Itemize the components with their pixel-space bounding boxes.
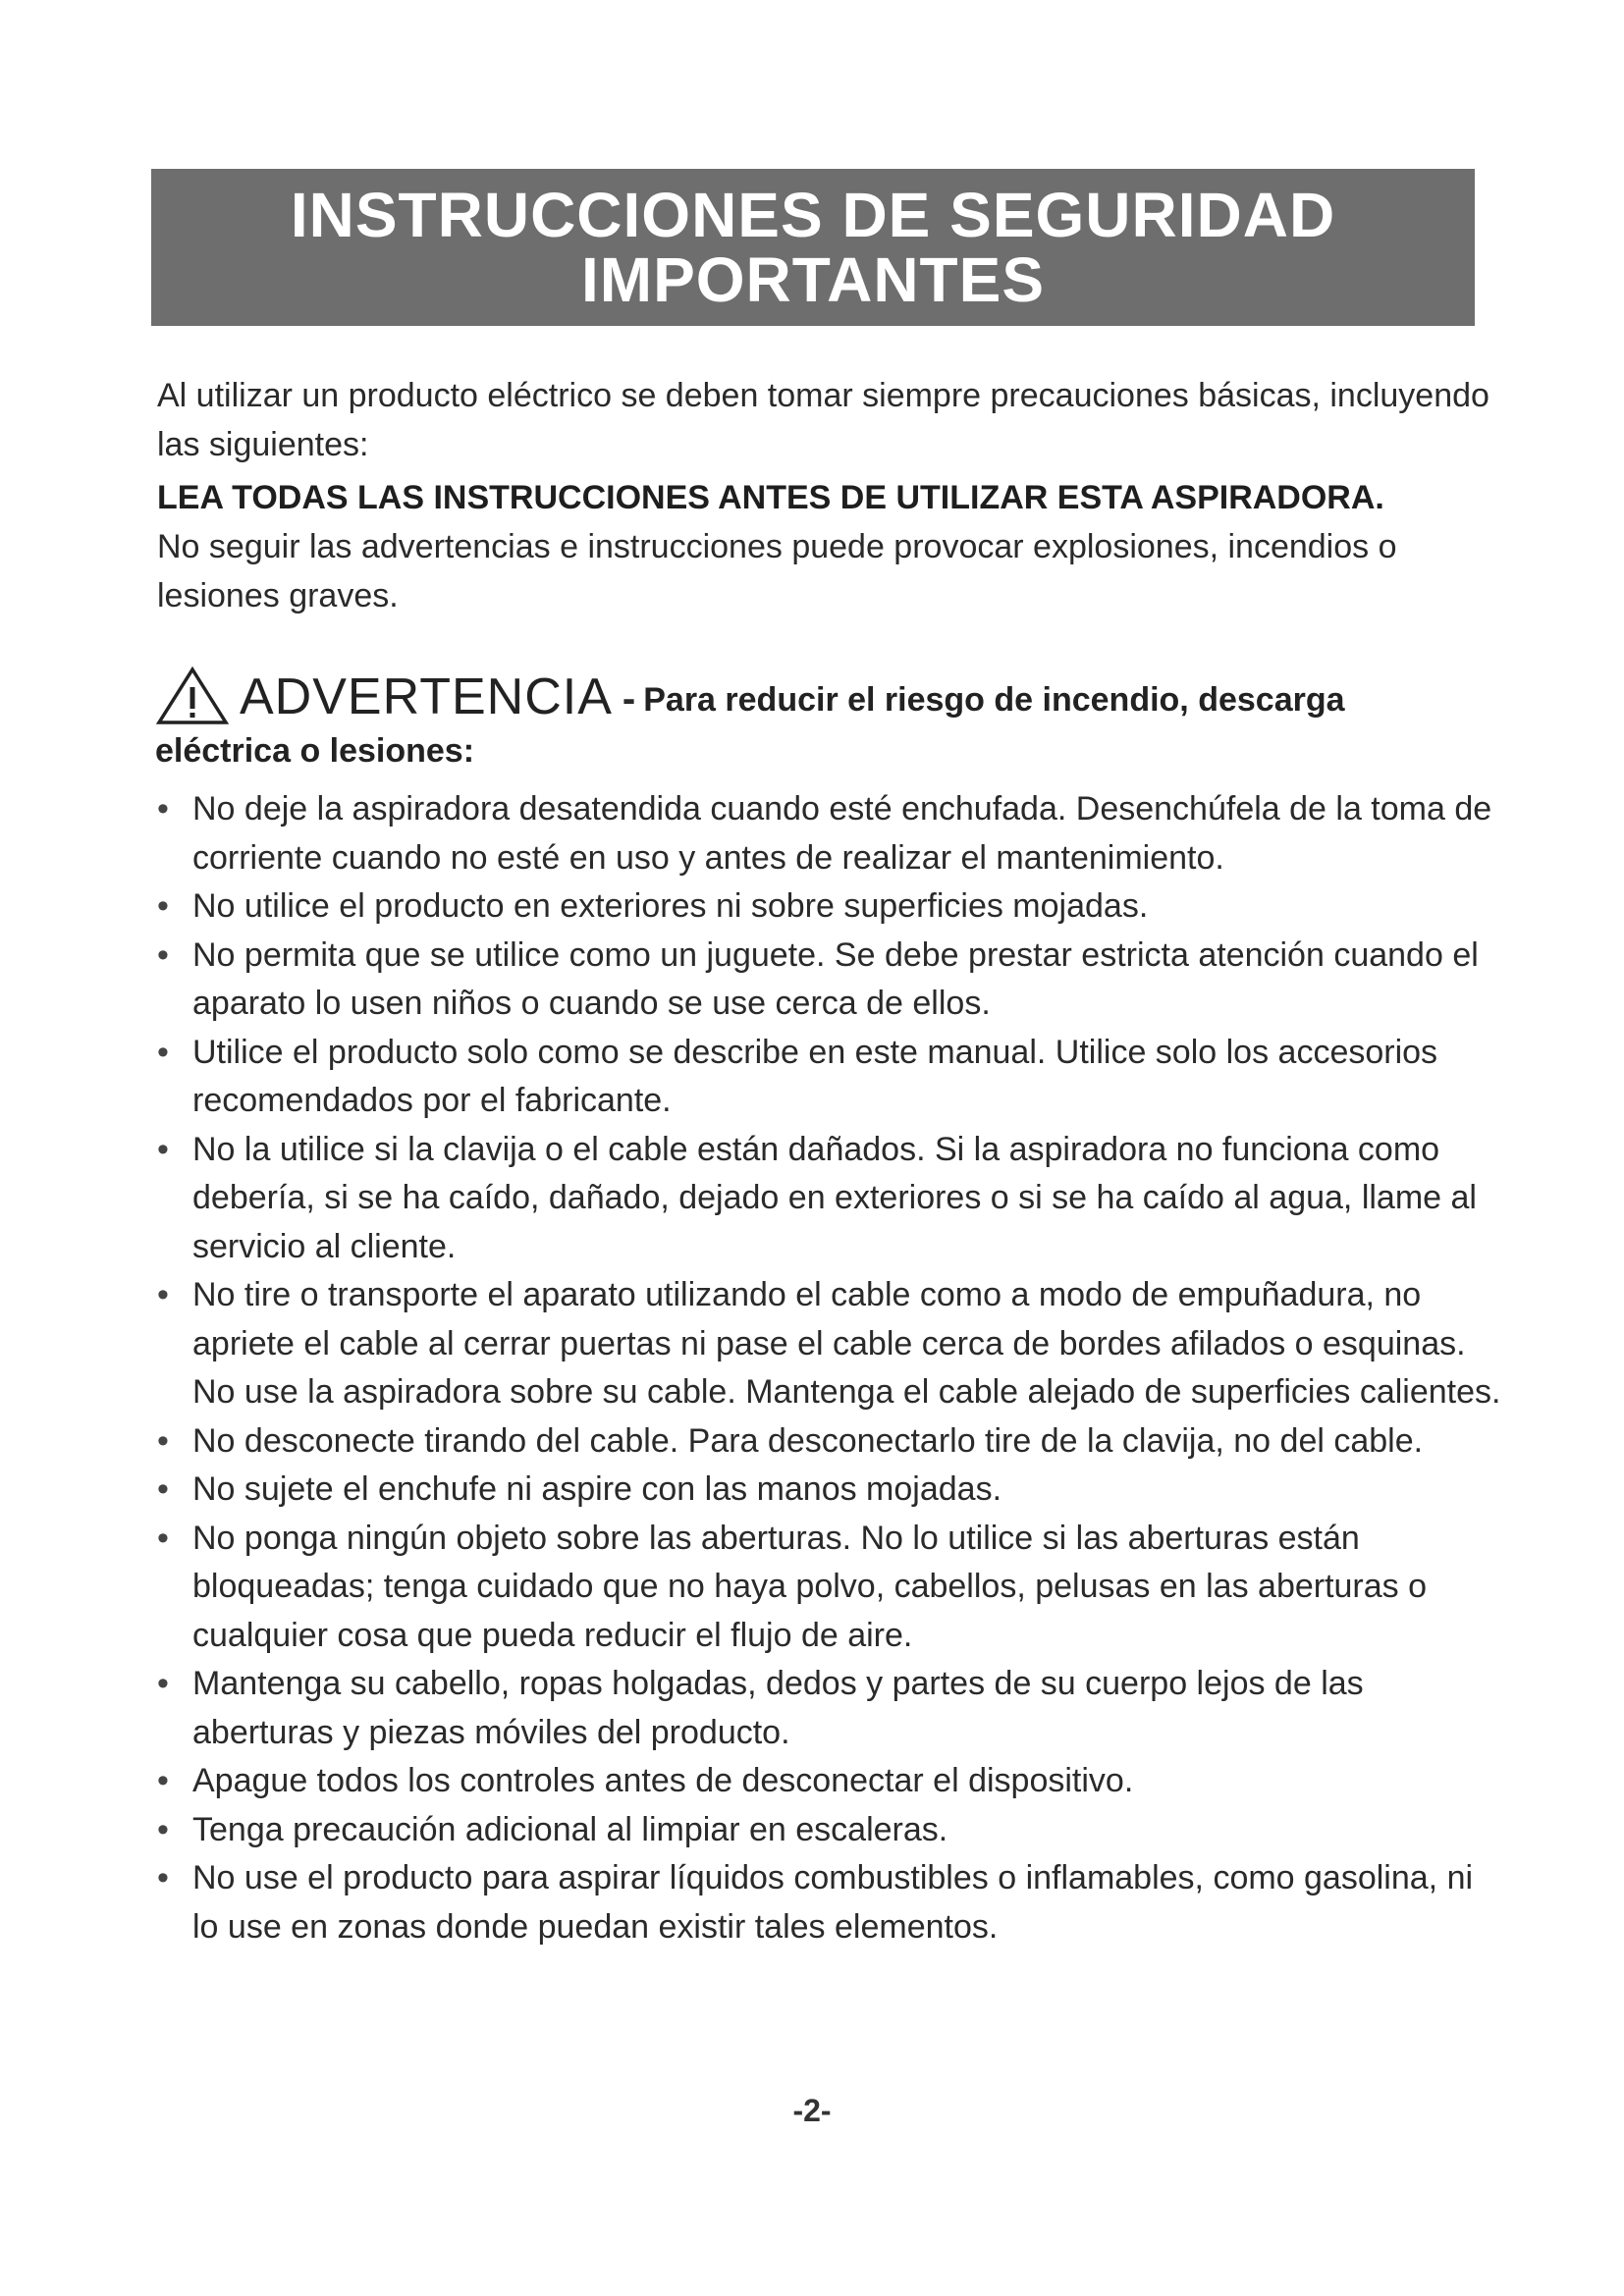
title-line-2: IMPORTANTES — [580, 244, 1046, 315]
warning-section — [155, 660, 1490, 775]
list-item: • No utilice el producto en exteriores ni sobre superficies mojadas. — [157, 882, 1502, 932]
list-item: • No deje la aspiradora desatendida cuando esté enchufada. Desenchúfela de la toma de corriente cuando no esté en uso y antes de realizar el mantenimiento. — [157, 785, 1502, 882]
bold-notice: LEA TODAS LAS INSTRUCCIONES ANTES DE UTILIZAR ESTA ASPIRADORA. — [157, 479, 1384, 516]
list-item: • Utilice el producto solo como se describe en este manual. Utilice solo los accesorios recomendados por el fabricante. — [157, 1029, 1502, 1126]
list-item: • Tenga precaución adicional al limpiar en escaleras. — [157, 1806, 1502, 1855]
list-item: • No tire o transporte el aparato utilizando el cable como a modo de empuñadura, no apriete el cable al cerrar puertas ni pase el cable cerca de bordes afilados o esquinas. No use la aspiradora sobre su cable. Mantenga el cable alejado de superficies calientes. — [157, 1271, 1502, 1417]
list-item: • No desconecte tirando del cable. Para desconectarlo tire de la clavija, no del cable. — [157, 1417, 1502, 1467]
list-item: • No permita que se utilice como un juguete. Se debe prestar estricta atención cuando el aparato lo usen niños o cuando se use cerca de ellos. — [157, 932, 1502, 1029]
warning-title: ADVERTENCIA — [240, 668, 613, 725]
intro-paragraph: Al utilizar un producto eléctrico se deben tomar siempre precauciones básicas, incluyendo las siguientes: — [157, 377, 1489, 463]
list-item: • No la utilice si la clavija o el cable están dañados. Si la aspiradora no funciona como debería, si se ha caído, dañado, dejado en exteriores o si se ha caído al agua, llame al servicio al cliente. — [157, 1126, 1502, 1272]
title-line-1: INSTRUCCIONES DE SEGURIDAD — [290, 180, 1336, 250]
warning-subtitle-continued: eléctrica o lesiones: — [155, 732, 475, 770]
list-item: • Apague todos los controles antes de desconectar el dispositivo. — [157, 1757, 1502, 1806]
warning-triangle-icon — [155, 666, 230, 726]
title-banner — [151, 169, 1475, 326]
list-item: • No sujete el enchufe ni aspire con las manos mojadas. — [157, 1466, 1502, 1515]
warning-dash: - — [622, 677, 636, 721]
list-item: • Mantenga su cabello, ropas holgadas, dedos y partes de su cuerpo lejos de las aberturas y piezas móviles del producto. — [157, 1660, 1502, 1757]
warning-subtitle: Para reducir el riesgo de incendio, descarga — [643, 681, 1345, 719]
safety-instructions-list — [157, 785, 1502, 1951]
page-number: -2- — [792, 2093, 832, 2128]
warning-heading — [155, 660, 1490, 726]
list-item: • No use el producto para aspirar líquidos combustibles o inflamables, como gasolina, ni lo use en zonas donde puedan existir tales elementos. — [157, 1854, 1502, 1951]
list-item: • No ponga ningún objeto sobre las aberturas. No lo utilice si las aberturas están bloqueadas; tenga cuidado que no haya polvo, cabellos, pelusas en las aberturas o cualquier cosa que pueda reducir el flujo de aire. — [157, 1515, 1502, 1661]
intro-section — [157, 371, 1492, 620]
consequence-paragraph: No seguir las advertencias e instrucciones puede provocar explosiones, incendios o lesiones graves. — [157, 528, 1397, 614]
